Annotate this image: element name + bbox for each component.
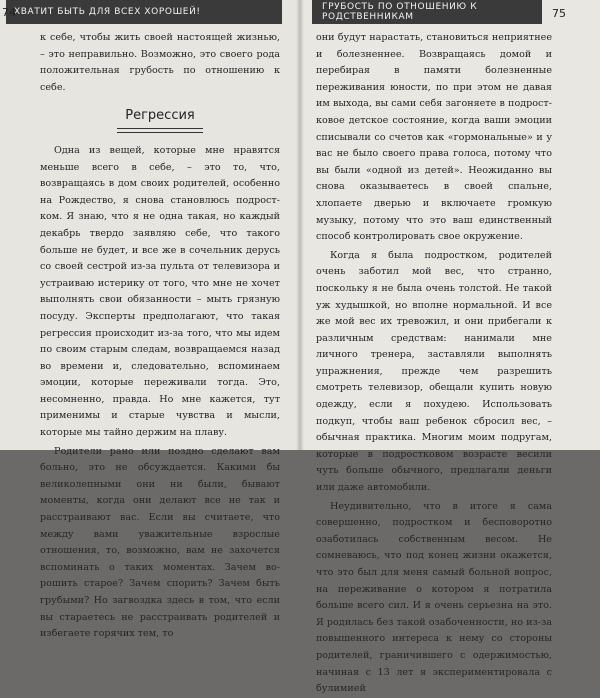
left-running-header-text: ХВАТИТ БЫТЬ ДЛЯ ВСЕХ ХОРОШЕЙ! — [14, 7, 201, 17]
left-text-column — [40, 30, 280, 643]
right-running-header — [312, 0, 542, 24]
right-text-column — [316, 30, 552, 698]
section-title-rule — [117, 128, 203, 133]
right-running-header-text: ГРУБОСТЬ ПО ОТНОШЕНИЮ К РОДСТВЕННИКАМ — [322, 2, 478, 22]
section-title — [40, 108, 280, 133]
left-page-number: 74 — [2, 6, 16, 19]
section-title-text: Регрессия — [125, 108, 195, 124]
right-paragraph-2: Когда я была подростком, родителей очень заботил мой вес, что странно, поскольку я не была очень толстой. Не такой уж худышкой, но вполне нормальной. И все же мой вес их тревожил, и они прибегали к различным средствам: нанимали мне личного тренера, заставляли выполнять упражнения, прежде чем разрешить смотреть телевизор, обещали купить новую одежду, если я похудею. Использовать подкуп, чтобы ваш ребенок сбросил вес, – обычная практика. Многим моим подругам, которые в подростковом возрасте весили чуть больше обычного, предлагали деньги или даже автомобили. — [316, 249, 552, 494]
left-page — [0, 0, 300, 640]
left-paragraph-2: Родители рано или поздно сделают вам больно, это не обсуждается. Какими бы великолепными они ни были, бывают моменты, когда они делают все не так и расстраивают вас. Если вы считаете, что между вами уважительные взрослые отношения, то, возможно, вам не захочется вспоминать о таких моментах. Зачем ворошить старое? Зачем спорить? Зачем быть грубыми? Но загвоздка здесь в том, что если вы стараетесь не расстраивать родителей и избегаете горячих тем, то — [40, 445, 280, 640]
left-running-header — [6, 0, 282, 24]
right-paragraph-1: они будут нарастать, становиться неприятнее и болезненнее. Возвращаясь домой и перебирая в памяти болезненные переживания юности, по при этом не давая им выхода, вы сами себя загоняете в подростковое детское состояние, когда ваши эмоции списывали со счетов как «гормональные» и у вас не было своего права голоса, потому что вы были «одной из детей». Неожиданно вы снова оказываетесь в своей спальне, хлопаете дверью и включаете громкую музыку, потому что это ваш единственный способ контролировать свое окружение. — [316, 32, 552, 243]
right-page-number: 75 — [552, 7, 566, 20]
book-spine-shadow — [296, 0, 304, 450]
right-paragraph-3: Неудивительно, что в итоге я сама совершенно, подростком и бесповоротно озаботилась собственным весом. Не сомневаюсь, что под конец жизни окажется, что это был для меня самый больной вопрос, на переживание о котором я потратила больше всего сил. И я очень серьезна на это. Я родилась без такой озабоченности, но из-за повышенного интереса к нему со стороны родителей, граничившего с одержимостью, начиная с 13 лет я экспериментировала с булимией — [316, 500, 552, 695]
left-paragraph-top: к себе, чтобы жить своей настоящей жизнью, – это неправильно. Возможно, это своего рода положительная грубость по отношению к себе. — [40, 32, 280, 93]
left-paragraph-1: Одна из вещей, которые мне нравятся меньше всего в себе, – это то, что, возвращаясь в дом своих родителей, особенно на Рождество, я снова становлюсь подростком. Я знаю, что я не одна такая, но каждый декабрь твердо заявляю себе, что такого больше не будет, и все же в сочельник дерусь со своей сестрой из-за пульта от телевизора и устраиваю истерику от того, что мне не хочет выполнять свои обязанности – мыть грязную посуду. Эксперты предполагают, что такая регрессия происходит из-за того, что мы идем по своим старым следам, возвращаемся назад во времени и, следовательно, вспоминаем эмоции, которые переживали тогда. Это, несомненно, правда. Но мне кажется, тут применимы и старые чувства и мысли, которые мы тайно держим на плаву. — [40, 144, 280, 439]
